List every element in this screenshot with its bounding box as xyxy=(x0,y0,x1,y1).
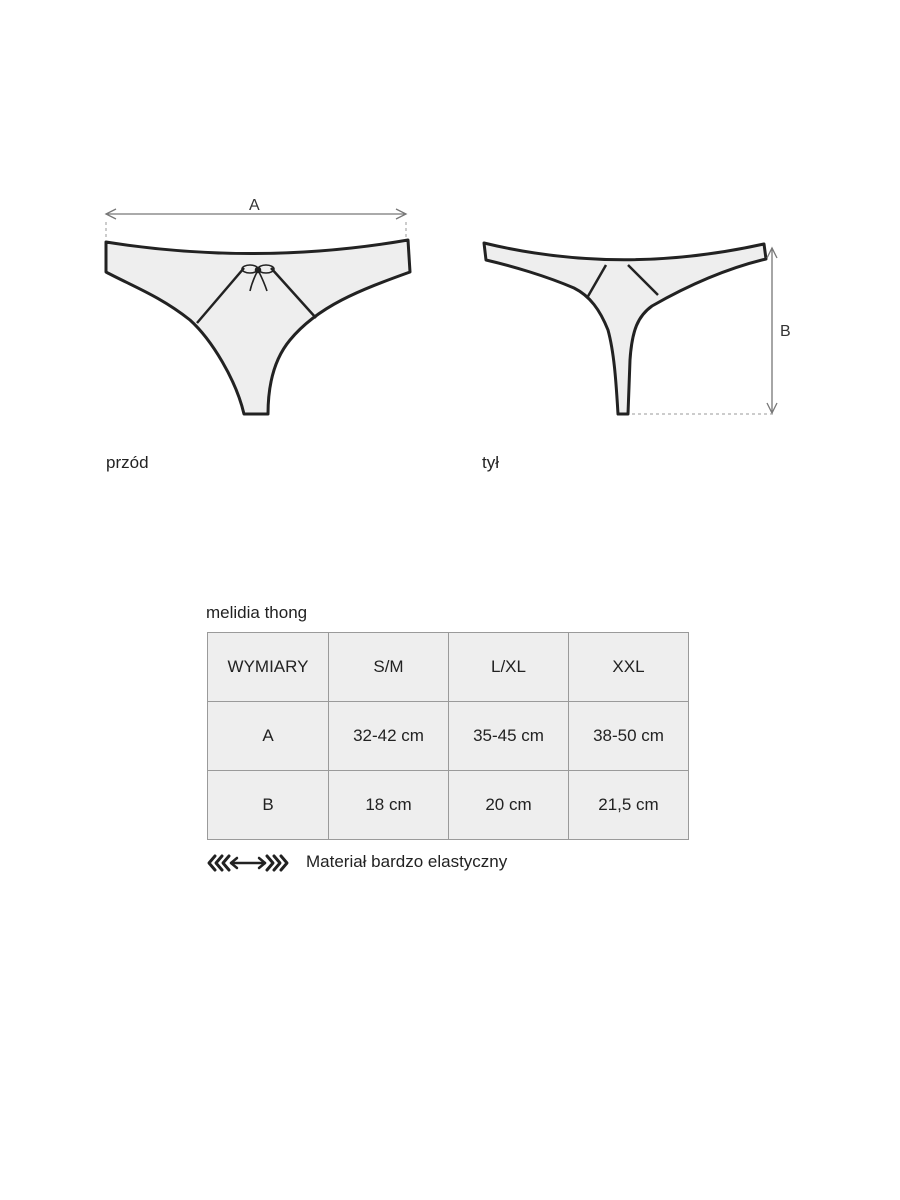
dim-a-label: A xyxy=(249,197,260,214)
header-cell: WYMIARY xyxy=(208,633,329,702)
header-cell: XXL xyxy=(569,633,689,702)
stretch-note: Materiał bardzo elastyczny xyxy=(306,852,508,871)
dim-b-label: B xyxy=(780,323,791,340)
stretch-arrows-icon xyxy=(207,852,289,874)
back-view-illustration xyxy=(484,243,791,414)
table-row xyxy=(208,702,689,771)
table-cell: 21,5 cm xyxy=(569,771,689,840)
table-cell: 38-50 cm xyxy=(569,702,689,771)
size-table xyxy=(207,632,689,840)
back-view-label: tył xyxy=(482,453,499,472)
header-cell: L/XL xyxy=(449,633,569,702)
table-cell: 32-42 cm xyxy=(329,702,449,771)
table-cell: 35-45 cm xyxy=(449,702,569,771)
header-cell: S/M xyxy=(329,633,449,702)
table-row xyxy=(208,771,689,840)
row-label-cell: B xyxy=(208,771,329,840)
table-cell: 18 cm xyxy=(329,771,449,840)
table-header-row xyxy=(208,633,689,702)
garment-diagram xyxy=(0,0,900,500)
front-view-label: przód xyxy=(106,453,149,472)
table-title: melidia thong xyxy=(206,603,308,622)
front-view-illustration xyxy=(106,197,410,414)
row-label-cell: A xyxy=(208,702,329,771)
table-cell: 20 cm xyxy=(449,771,569,840)
